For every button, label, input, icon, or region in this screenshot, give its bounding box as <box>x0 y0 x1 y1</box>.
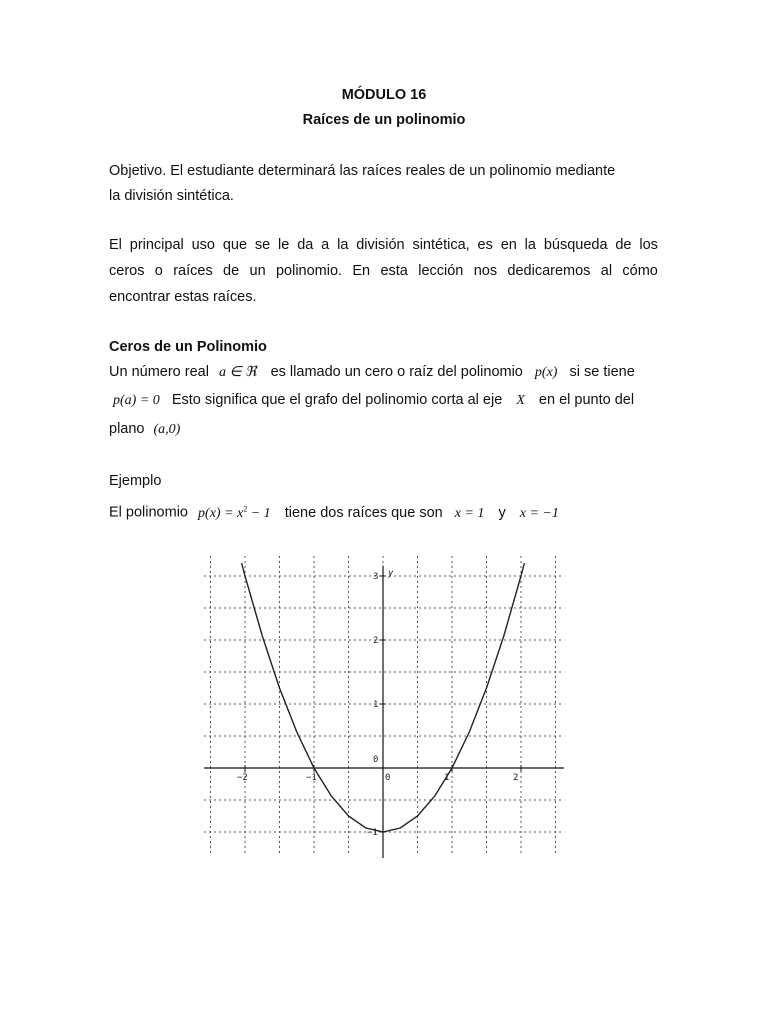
word: le <box>278 237 290 253</box>
y-tick-label: 3 <box>373 572 379 582</box>
math-root-2: x = −1 <box>519 505 559 521</box>
math-poly-base: p(x) = x <box>198 505 244 521</box>
word: uso <box>191 237 215 253</box>
text-fragment: es llamado un cero o raíz del polinomio <box>270 364 523 380</box>
x-tick-label: 0 <box>385 773 391 783</box>
word: al <box>600 263 613 279</box>
parabola-graph <box>196 548 570 858</box>
text-fragment: plano <box>109 421 145 437</box>
word: En <box>352 263 371 279</box>
word: la <box>524 237 536 253</box>
word: principal <box>129 237 184 253</box>
math-a-in-reals: a ∈ ℜ <box>218 365 257 380</box>
example-line <box>109 500 559 523</box>
word: o <box>154 263 163 279</box>
word: de <box>615 237 632 253</box>
x-tick-label: 1 <box>444 773 450 783</box>
text-fragment: tiene dos raíces que son <box>284 504 443 521</box>
math-point-a-zero: (a,0) <box>153 422 181 437</box>
zeros-definition-line-2 <box>113 391 634 410</box>
intro-line-2 <box>109 262 658 280</box>
module-number: MÓDULO 16 <box>341 87 427 103</box>
word: es <box>477 237 493 253</box>
word: la <box>337 237 349 253</box>
math-poly-end: − 1 <box>247 505 271 521</box>
word: ceros <box>109 263 145 279</box>
word: dedicaremos <box>507 263 591 279</box>
math-p-of-a-equals-zero: p(a) = 0 <box>113 393 160 408</box>
example-heading: Ejemplo <box>109 473 162 489</box>
x-tick-label: −2 <box>237 773 248 783</box>
text-fragment: Un número real <box>109 364 209 380</box>
intro-line-3: encontrar estas raíces. <box>109 289 257 305</box>
word: lección <box>418 263 464 279</box>
objective-line-1: Objetivo. El estudiante determinará las raíces reales de un polinomio mediante <box>109 163 616 179</box>
text-fragment: en el punto del <box>538 392 635 408</box>
y-tick-label: −1 <box>367 828 378 838</box>
text-fragment: Esto significa que el grafo del polinomio corta al eje <box>171 392 503 408</box>
word: da <box>297 237 314 253</box>
word: los <box>639 237 658 253</box>
text-fragment: El polinomio <box>109 504 188 521</box>
word: de <box>223 263 240 279</box>
word: se <box>254 237 271 253</box>
y-axis-label: y <box>388 568 394 579</box>
word: un <box>249 263 266 279</box>
word: sintética, <box>412 237 470 253</box>
math-polynomial <box>198 506 271 521</box>
word: polinomio. <box>275 263 343 279</box>
y-tick-label: 0 <box>373 755 379 765</box>
y-tick-label: 1 <box>373 700 379 710</box>
y-tick-label: 2 <box>373 636 379 646</box>
math-exponent: 2 <box>243 504 248 513</box>
intro-line-1 <box>109 236 658 254</box>
word: nos <box>473 263 498 279</box>
page-title: Raíces de un polinomio <box>302 112 466 128</box>
text-fragment: y <box>498 504 506 521</box>
word: El <box>109 237 122 253</box>
word: cómo <box>622 263 658 279</box>
word: raíces <box>173 263 213 279</box>
math-x-axis: X <box>516 393 525 408</box>
math-root-1: x = 1 <box>454 505 485 521</box>
word: esta <box>380 263 408 279</box>
x-tick-label: 2 <box>513 773 519 783</box>
math-p-of-x: p(x) <box>534 365 558 380</box>
objective-line-2: la división sintética. <box>109 188 234 204</box>
zeros-definition-line-3 <box>109 420 180 439</box>
zeros-definition-line-1 <box>109 363 635 382</box>
word: búsqueda <box>543 237 608 253</box>
section-heading-zeros: Ceros de un Polinomio <box>109 339 267 355</box>
word: en <box>500 237 517 253</box>
word: que <box>222 237 248 253</box>
word: a <box>321 237 330 253</box>
word: división <box>356 237 405 253</box>
x-tick-label: −1 <box>306 773 317 783</box>
text-fragment: si se tiene <box>569 364 635 380</box>
